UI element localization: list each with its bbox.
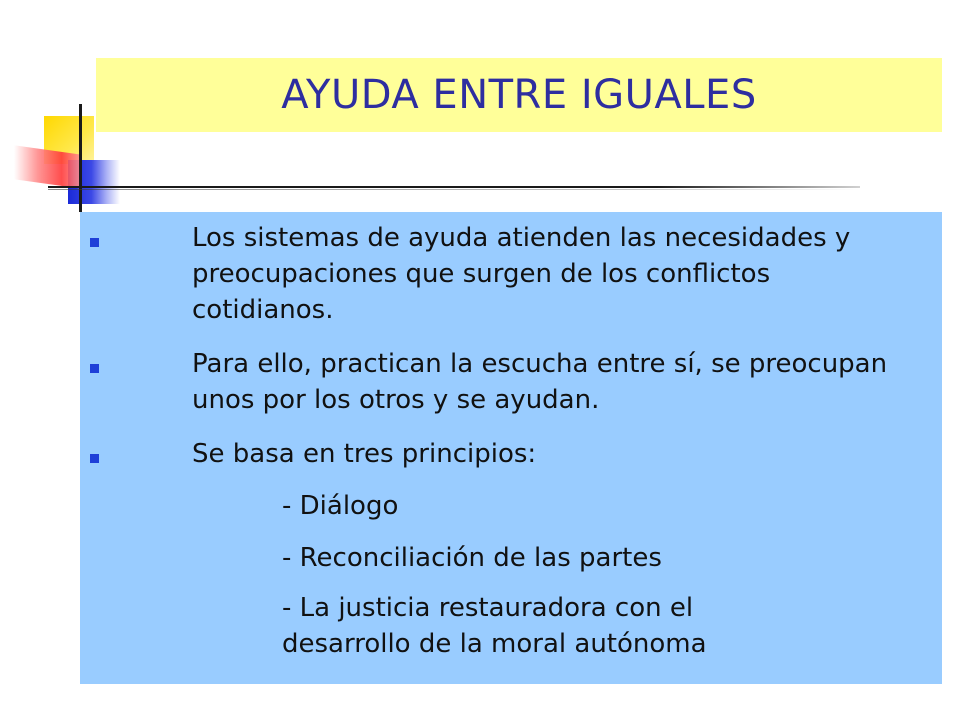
bullet-text: Los sistemas de ayuda atienden las necesidades y preocupaciones que surgen de los conflictos cotidianos.: [192, 223, 851, 325]
title-underline-shadow: [48, 189, 860, 190]
logo-vertical-line: [79, 104, 82, 212]
title-box: [96, 58, 942, 132]
principle-item: - Diálogo: [282, 491, 399, 521]
principle-item: - Reconciliación de las partes: [282, 543, 662, 573]
bullet-marker: [90, 364, 99, 373]
bullet-marker: [90, 454, 99, 463]
slide-title: AYUDA ENTRE IGUALES: [281, 72, 757, 118]
bullet-text: Se basa en tres principios:: [192, 439, 537, 469]
principle-item: - La justicia restauradora con el desarrollo de la moral autónoma: [282, 593, 707, 659]
title-underline: [48, 186, 860, 188]
content-box: [80, 212, 942, 684]
bullet-marker: [90, 238, 99, 247]
bullet-text: Para ello, practican la escucha entre sí, se preocupan unos por los otros y se ayudan.: [192, 349, 888, 415]
